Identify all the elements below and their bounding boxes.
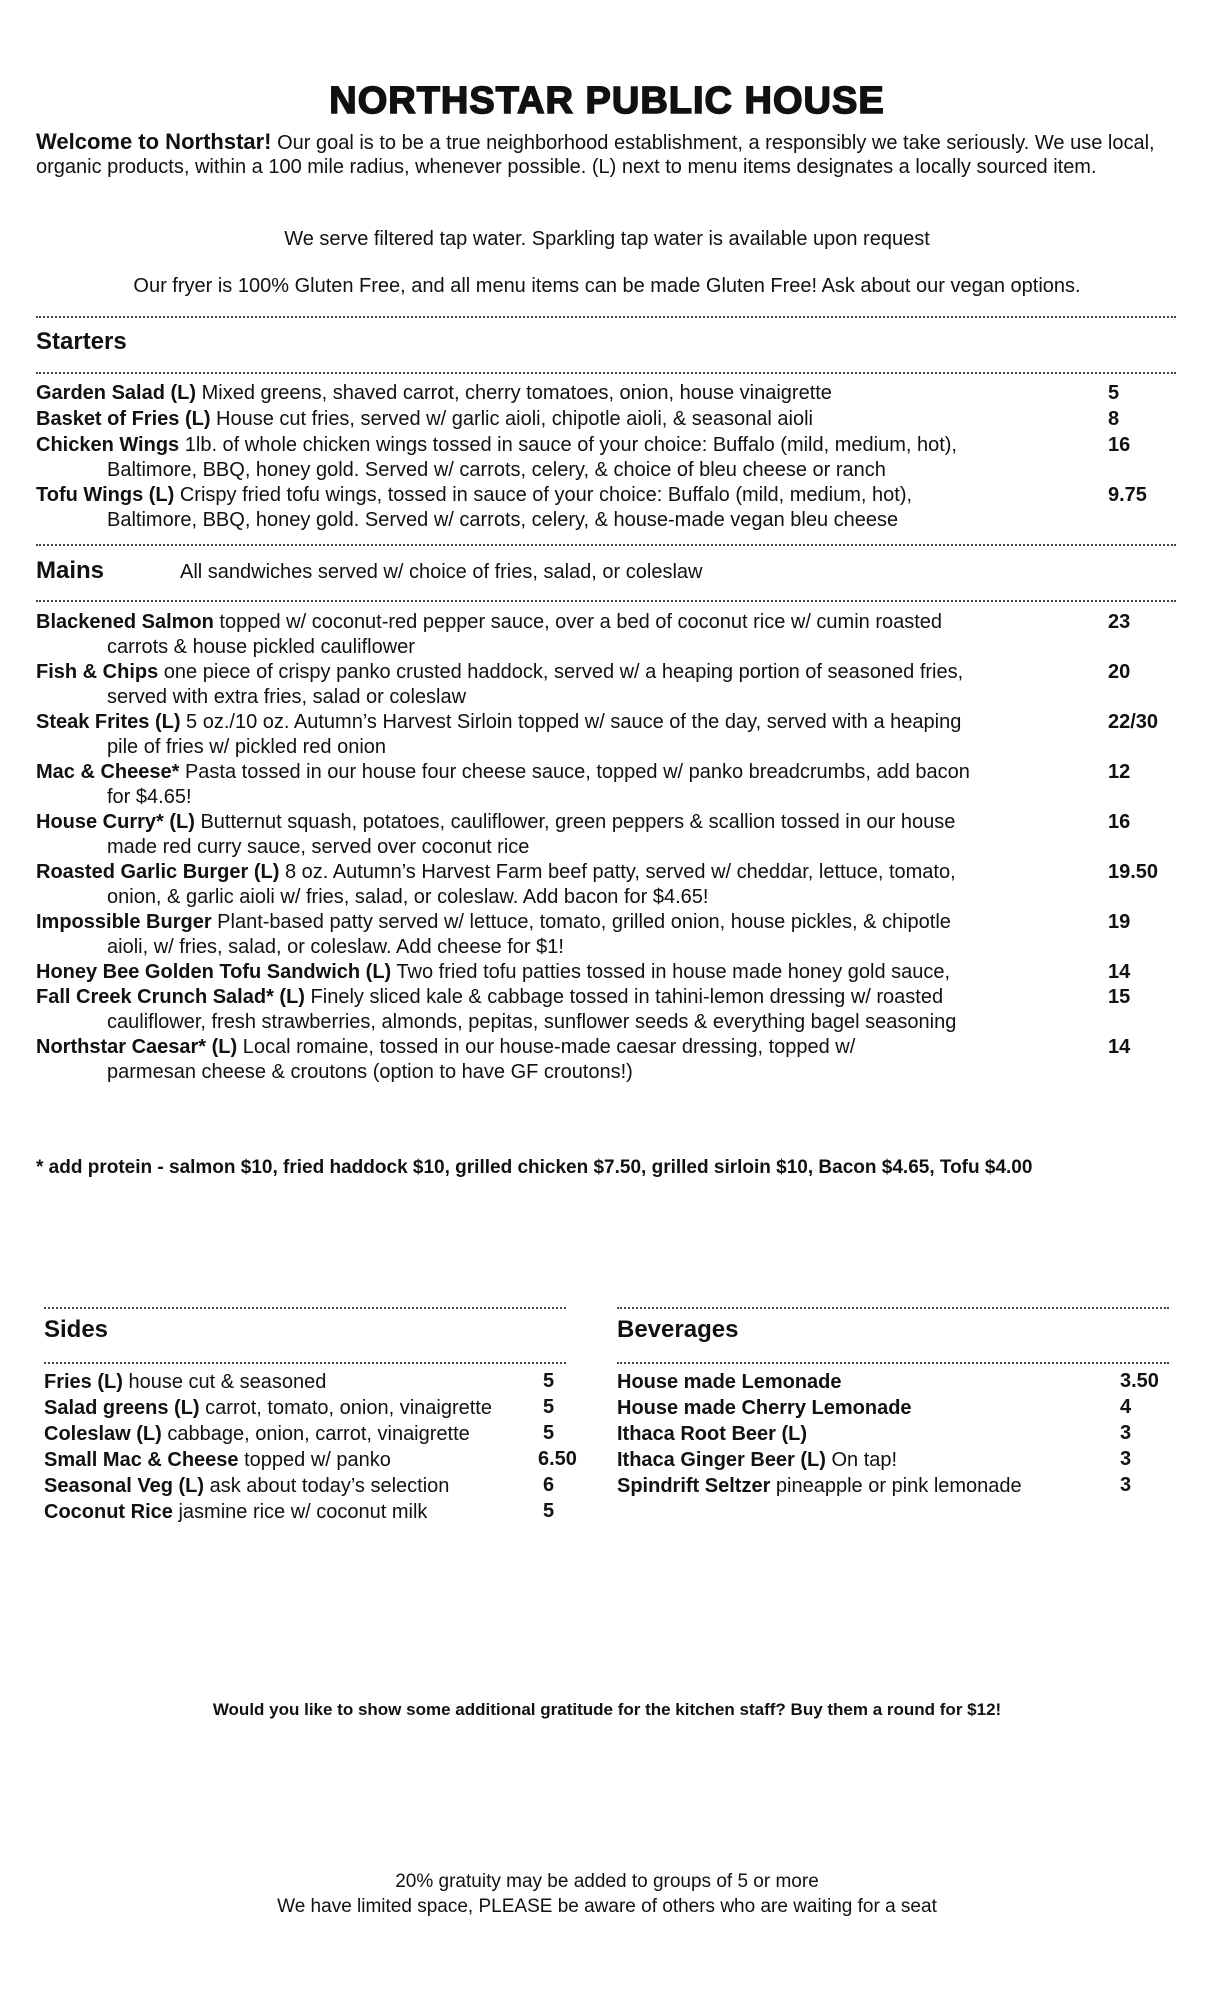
item-desc: topped w/ coconut-red pepper sauce, over a bed of coconut rice w/ cumin roasted <box>219 611 943 633</box>
item-name: Fall Creek Crunch Salad* (L) <box>36 986 305 1008</box>
item-name: Fries (L) <box>44 1371 123 1393</box>
fryer-note: Our fryer is 100% Gluten Free, and all menu items can be made Gluten Free! Ask about our vegan options. <box>133 275 1081 297</box>
beverage-item <box>617 1473 1022 1499</box>
beverage-item <box>617 1369 842 1395</box>
item-name: House Curry* (L) <box>36 811 195 833</box>
side-item <box>44 1473 449 1499</box>
item-price: 5 <box>543 1370 555 1392</box>
item-price: 9.75 <box>1108 484 1147 506</box>
menu-item <box>36 910 1116 960</box>
divider <box>36 600 1176 602</box>
item-name: Ithaca Ginger Beer (L) <box>617 1449 826 1471</box>
item-price: 5 <box>1108 382 1120 404</box>
beverage-item <box>617 1421 807 1447</box>
item-desc: ask about today’s selection <box>209 1475 450 1497</box>
item-name: Garden Salad (L) <box>36 382 197 404</box>
item-desc: Crispy fried tofu wings, tossed in sauce of your choice: Buffalo (mild, medium, hot), <box>179 484 913 506</box>
item-price: 6 <box>543 1474 555 1496</box>
item-price: 20 <box>1108 661 1131 683</box>
menu-item <box>36 710 1116 760</box>
item-name: Small Mac & Cheese <box>44 1449 239 1471</box>
item-desc: Two fried tofu patties tossed in house made honey gold sauce, <box>396 961 951 983</box>
item-name: Impossible Burger <box>36 911 212 933</box>
item-name: Northstar Caesar* (L) <box>36 1036 238 1058</box>
divider <box>44 1362 566 1364</box>
item-desc: Plant-based patty served w/ lettuce, tomato, grilled onion, house pickles, & chipotle <box>217 911 951 933</box>
item-price: 19.50 <box>1108 861 1159 883</box>
menu-item <box>36 960 1116 985</box>
item-price: 3.50 <box>1120 1370 1159 1392</box>
item-name: Steak Frites (L) <box>36 711 181 733</box>
item-name: Coleslaw (L) <box>44 1423 162 1445</box>
item-price: 22/30 <box>1108 711 1159 733</box>
item-desc: house cut & seasoned <box>128 1371 327 1393</box>
item-name: Basket of Fries (L) <box>36 408 211 430</box>
gratuity-note: 20% gratuity may be added to groups of 5 or more <box>395 1871 819 1892</box>
item-desc: pineapple or pink lemonade <box>775 1475 1022 1497</box>
divider <box>36 372 1176 374</box>
item-desc: carrot, tomato, onion, vinaigrette <box>205 1397 492 1419</box>
item-name: Fish & Chips <box>36 661 159 683</box>
gratitude-note: Would you like to show some additional gratitude for the kitchen staff? Buy them a round for $12! <box>212 1700 1002 1719</box>
item-desc: Local romaine, tossed in our house-made caesar dressing, topped w/ <box>242 1036 856 1058</box>
menu-item <box>36 610 1116 660</box>
side-item <box>44 1421 470 1447</box>
restaurant-title: NORTHSTAR PUBLIC HOUSE <box>329 80 885 122</box>
item-price: 14 <box>1108 1036 1131 1058</box>
divider <box>36 544 1176 546</box>
menu-item <box>36 985 1116 1035</box>
item-desc: cabbage, onion, carrot, vinaigrette <box>167 1423 470 1445</box>
item-desc: 8 oz. Autumn’s Harvest Farm beef patty, served w/ cheddar, lettuce, tomato, <box>284 861 956 883</box>
item-desc: Pasta tossed in our house four cheese sauce, topped w/ panko breadcrumbs, add bacon <box>184 761 970 783</box>
item-price: 15 <box>1108 986 1131 1008</box>
item-desc-continued: cauliflower, fresh strawberries, almonds, pepitas, sunflower seeds & everything bagel seasoning <box>107 1011 957 1033</box>
mains-title: Mains <box>36 557 105 584</box>
item-price: 4 <box>1120 1396 1132 1418</box>
item-desc-continued: aioli, w/ fries, salad, or coleslaw. Add cheese for $1! <box>107 936 564 958</box>
item-price: 5 <box>543 1396 555 1418</box>
item-desc: House cut fries, served w/ garlic aioli, chipotle aioli, & seasonal aioli <box>216 408 813 430</box>
mains-note: All sandwiches served w/ choice of fries, salad, or coleslaw <box>180 561 703 583</box>
protein-note: * add protein - salmon $10, fried haddock $10, grilled chicken $7.50, grilled sirloin $10, Bacon $4.65, Tofu $4.00 <box>36 1157 1033 1178</box>
item-desc-continued: onion, & garlic aioli w/ fries, salad, or coleslaw. Add bacon for $4.65! <box>107 886 709 908</box>
item-name: Mac & Cheese* <box>36 761 180 783</box>
menu-item <box>36 660 1116 710</box>
item-price: 23 <box>1108 611 1131 633</box>
item-desc-continued: Baltimore, BBQ, honey gold. Served w/ carrots, celery, & house-made vegan bleu cheese <box>107 509 899 531</box>
item-desc-continued: parmesan cheese & croutons (option to have GF croutons!) <box>107 1061 633 1083</box>
menu-item <box>36 860 1116 910</box>
welcome-heading: Welcome to Northstar! <box>36 129 272 154</box>
beverage-item <box>617 1395 912 1421</box>
item-price: 19 <box>1108 911 1131 933</box>
item-price: 3 <box>1120 1422 1132 1444</box>
item-desc: Finely sliced kale & cabbage tossed in tahini-lemon dressing w/ roasted <box>310 986 944 1008</box>
item-price: 6.50 <box>538 1448 577 1470</box>
item-price: 16 <box>1108 811 1131 833</box>
item-price: 3 <box>1120 1474 1132 1496</box>
item-name: Honey Bee Golden Tofu Sandwich (L) <box>36 961 392 983</box>
beverage-item <box>617 1447 897 1473</box>
welcome-text: Our goal is to be a true neighborhood establishment, a responsibly we take seriously. We use local, organic products, within a 100 mile radius, whenever possible. (L) next to menu items designates a locally sourced item. <box>36 132 1155 178</box>
item-name: Salad greens (L) <box>44 1397 200 1419</box>
item-desc-continued: carrots & house pickled cauliflower <box>107 636 415 658</box>
menu-item <box>36 1035 1116 1085</box>
item-price: 5 <box>543 1422 555 1444</box>
item-desc: Butternut squash, potatoes, cauliflower, green peppers & scallion tossed in our house <box>200 811 956 833</box>
menu-item <box>36 433 1116 483</box>
item-name: Seasonal Veg (L) <box>44 1475 205 1497</box>
item-desc: On tap! <box>831 1449 898 1471</box>
sides-title: Sides <box>44 1316 109 1343</box>
divider <box>617 1307 1169 1309</box>
item-desc-continued: for $4.65! <box>107 786 192 808</box>
item-desc: topped w/ panko <box>244 1449 391 1471</box>
item-name: Chicken Wings <box>36 434 180 456</box>
item-name: Blackened Salmon <box>36 611 214 633</box>
side-item <box>44 1369 326 1395</box>
menu-item <box>36 483 1116 533</box>
menu-item <box>36 810 1116 860</box>
item-desc-continued: pile of fries w/ pickled red onion <box>107 736 387 758</box>
item-name: Ithaca Root Beer (L) <box>617 1423 808 1445</box>
item-desc: one piece of crispy panko crusted haddock, served w/ a heaping portion of seasoned fries, <box>163 661 964 683</box>
item-price: 14 <box>1108 961 1131 983</box>
menu-item <box>36 381 1116 406</box>
item-name: Roasted Garlic Burger (L) <box>36 861 280 883</box>
item-name: Tofu Wings (L) <box>36 484 175 506</box>
item-desc: 5 oz./10 oz. Autumn’s Harvest Sirloin topped w/ sauce of the day, served with a heaping <box>186 711 962 733</box>
item-desc-continued: served with extra fries, salad or coleslaw <box>107 686 467 708</box>
item-name: House made Cherry Lemonade <box>617 1397 912 1419</box>
item-desc-continued: Baltimore, BBQ, honey gold. Served w/ carrots, celery, & choice of bleu cheese or ranch <box>107 459 886 481</box>
side-item <box>44 1447 391 1473</box>
item-price: 5 <box>543 1500 555 1522</box>
item-desc: Mixed greens, shaved carrot, cherry tomatoes, onion, house vinaigrette <box>201 382 832 404</box>
divider <box>36 316 1176 318</box>
item-desc-continued: made red curry sauce, served over coconut rice <box>107 836 530 858</box>
menu-item <box>36 760 1116 810</box>
item-price: 3 <box>1120 1448 1132 1470</box>
item-name: House made Lemonade <box>617 1371 842 1393</box>
item-price: 8 <box>1108 408 1120 430</box>
item-price: 12 <box>1108 761 1131 783</box>
item-price: 16 <box>1108 434 1131 456</box>
side-item <box>44 1499 427 1525</box>
divider <box>617 1362 1169 1364</box>
space-note: We have limited space, PLEASE be aware of others who are waiting for a seat <box>277 1896 937 1917</box>
welcome-paragraph <box>36 130 1176 179</box>
water-note: We serve filtered tap water. Sparkling tap water is available upon request <box>284 228 930 250</box>
item-desc: 1lb. of whole chicken wings tossed in sauce of your choice: Buffalo (mild, medium, hot), <box>184 434 957 456</box>
item-name: Coconut Rice <box>44 1501 173 1523</box>
item-desc: jasmine rice w/ coconut milk <box>178 1501 428 1523</box>
beverages-title: Beverages <box>617 1316 739 1343</box>
item-name: Spindrift Seltzer <box>617 1475 771 1497</box>
starters-title: Starters <box>36 328 127 355</box>
divider <box>44 1307 566 1309</box>
menu-item <box>36 407 1116 432</box>
side-item <box>44 1395 492 1421</box>
